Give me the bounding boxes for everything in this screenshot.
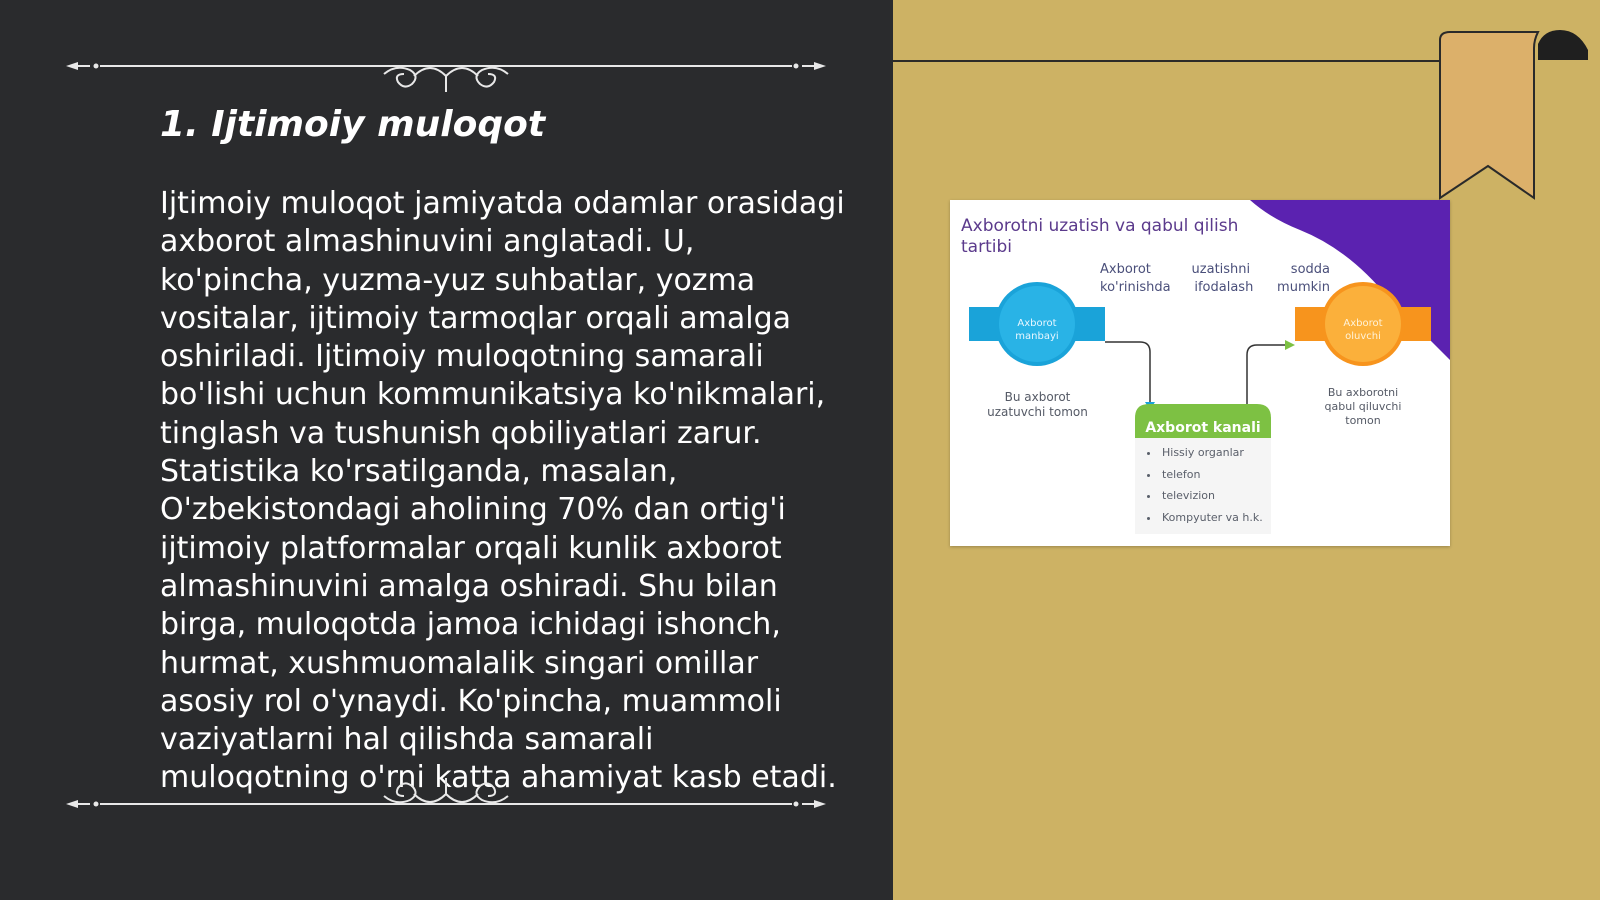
- diagram-card: [950, 200, 1450, 546]
- diagram-title: Axborotni uzatish va qabul qilish tartibi: [961, 216, 1239, 257]
- source-caption: Bu axborot uzatuvchi tomon: [987, 390, 1088, 419]
- header-rule: [893, 60, 1441, 62]
- bottom-ornament-divider: [66, 776, 826, 824]
- channel-title: Axborot kanali: [1145, 420, 1261, 436]
- list-item: • telefon: [1160, 464, 1263, 486]
- top-ornament-divider: [66, 46, 826, 94]
- list-item: • Hissiy organlar: [1160, 442, 1263, 464]
- source-node-label: Axborot manbayi: [1015, 318, 1059, 342]
- bookmark-ribbon-icon: [1430, 30, 1600, 205]
- diagram-subtitle: Axborot uzatishni sodda ko'rinishda ifodalash mumkin: [1100, 262, 1330, 295]
- slide-body-text: Ijtimoiy muloqot jamiyatda odamlar orasidagi axborot almashinuvini anglatadi. U, ko'pincha, yuzma-yuz suhbatlar, yozma vositalar, ijtimoiy tarmoqlar orqali amalga oshiriladi. Ijtimoiy muloqotning samarali bo'lishi uchun kommunikatsiya ko'nikmalari, tinglash va tushunish qobiliyatlari zarur. Statistika ko'rsatilganda, masalan, O'zbekistondagi aholining 70% dan ortig'i ijtimoiy platformalar orqali kunlik axborot almashinuvini amalga oshiradi. Shu bilan birga, muloqotda jamoa ichidagi ishonch, hurmat, xushmuomalalik singari omillar asosiy rol o'ynaydi. Ko'pincha, muammoli vaziyatlarni hal qilishda samarali muloqotning o'rni katta ahamiyat kasb etadi.: [160, 186, 845, 796]
- receiver-node-label: Axborot oluvchi: [1343, 318, 1383, 342]
- slide-title: 1. Ijtimoiy muloqot: [160, 104, 546, 145]
- list-item: • televizion: [1160, 485, 1263, 507]
- channel-list: [1140, 442, 1263, 528]
- list-item: • Kompyuter va h.k.: [1160, 507, 1263, 529]
- receiver-caption: Bu axborotni qabul qiluvchi tomon: [1324, 386, 1402, 427]
